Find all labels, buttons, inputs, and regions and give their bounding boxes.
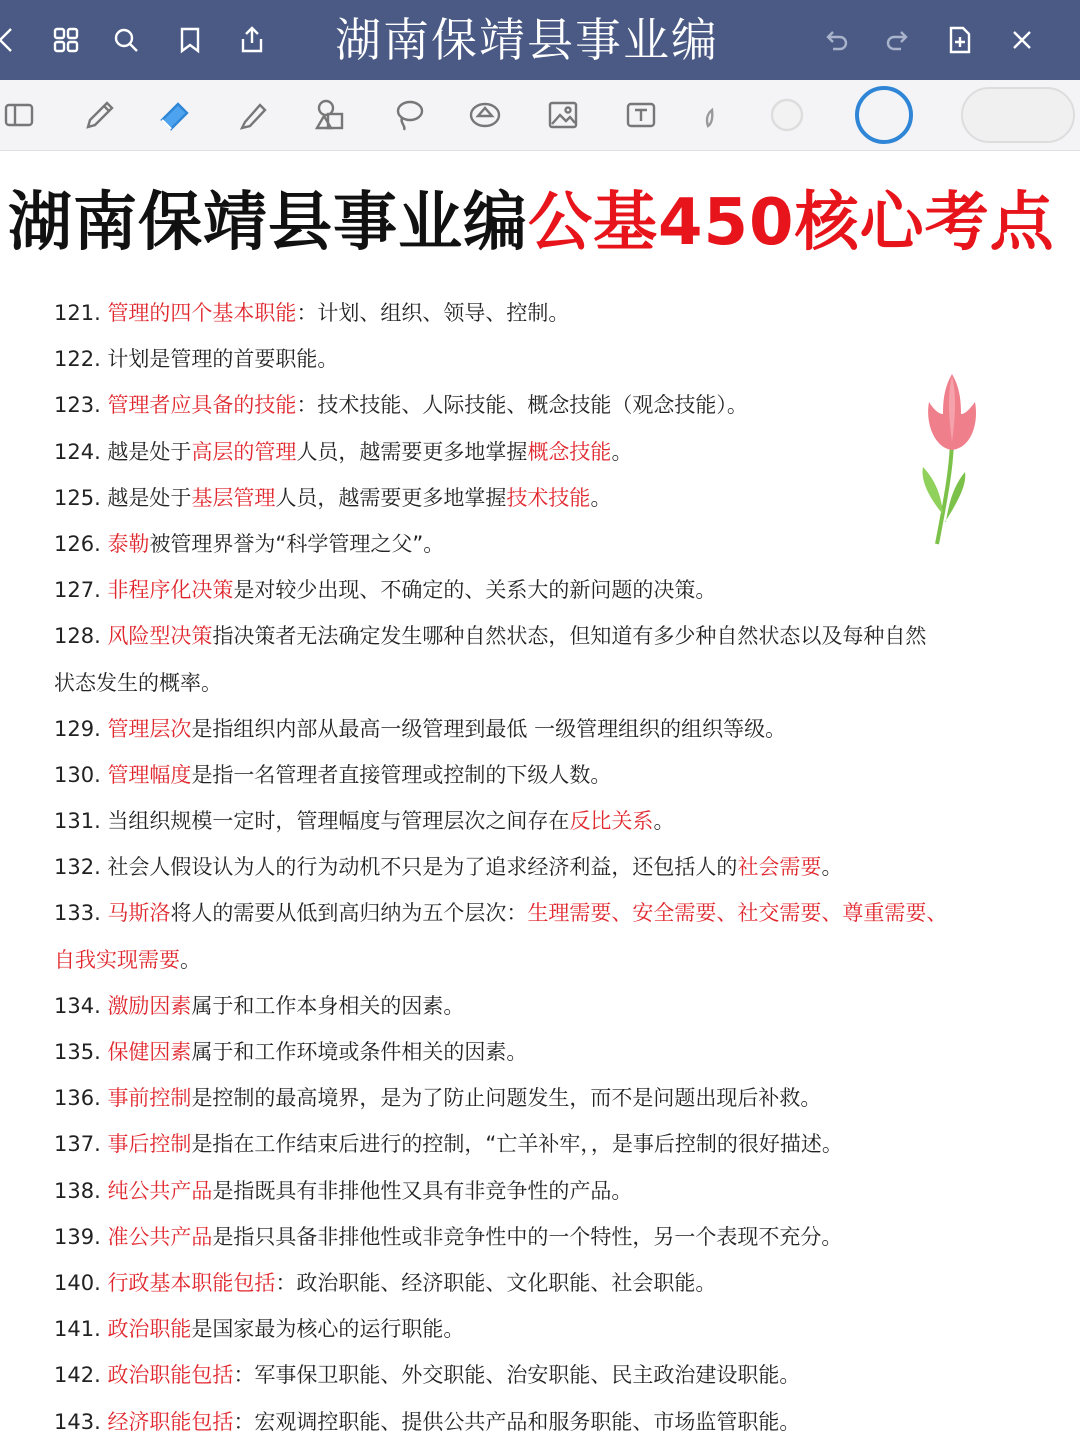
line-text: 被管理界誉为“科学管理之父”。: [149, 531, 445, 556]
line-text: 。: [821, 855, 843, 880]
undo-icon[interactable]: [816, 20, 856, 60]
highlighted-text: 自我实现需要: [54, 947, 180, 972]
list-item: [54, 1260, 1034, 1306]
line-text: 133.: [54, 901, 108, 926]
search-icon[interactable]: [106, 20, 146, 60]
line-text: 134.: [54, 993, 108, 1018]
line-text: 130.: [54, 762, 108, 787]
highlighted-text: 生理需要、安全需要、社交需要、尊重需要、: [527, 901, 948, 926]
list-item: [54, 844, 1034, 890]
line-text: 将人的需要从低到高归纳为五个层次：: [170, 901, 528, 926]
line-text: 人员，越需要更多地掌握: [275, 485, 507, 510]
line-text: 141.: [54, 1317, 108, 1342]
page-heading: [8, 178, 1080, 268]
line-text: 126.: [54, 531, 108, 556]
highlighted-text: 技术技能: [506, 485, 591, 510]
line-text: 人员，越需要更多地掌握: [296, 439, 528, 464]
shapes-icon[interactable]: [308, 92, 354, 138]
list-item: [54, 1352, 1034, 1398]
list-item: [54, 1214, 1034, 1260]
close-icon[interactable]: [1002, 20, 1042, 60]
tulip-sticker-icon: [915, 372, 990, 552]
highlighted-text: 管理的四个基本职能: [107, 301, 297, 325]
line-text: 124. 越是处于: [54, 439, 192, 464]
line-text: 是指只具备非排他性或非竞争性中的一个特性，另一个表现不充分。: [212, 1224, 843, 1249]
image-icon[interactable]: [540, 92, 586, 138]
line-text: 121.: [54, 301, 108, 325]
heading-black-part: 湖南保靖县事业编: [8, 186, 528, 260]
highlighted-text: 政治职能包括: [107, 1363, 234, 1388]
line-text: 。: [611, 439, 633, 464]
list-item: [54, 983, 1034, 1029]
line-text: 123.: [54, 393, 108, 418]
list-item: [54, 290, 1034, 336]
line-text: 是指一名管理者直接管理或控制的下级人数。: [191, 762, 612, 787]
line-text: 。: [180, 947, 201, 972]
list-item: [54, 798, 1034, 844]
highlighted-text: 高层的管理: [191, 439, 297, 464]
list-item: [54, 1399, 1034, 1445]
line-text: 127.: [54, 578, 108, 603]
list-item: [54, 1306, 1034, 1352]
line-text: 132. 社会人假设认为人的行为动机不只是为了追求经济利益，还包括人的: [54, 855, 738, 880]
highlighted-text: 经济职能包括: [107, 1409, 234, 1434]
list-item: [54, 613, 1034, 659]
highlighted-text: 保健因素: [107, 1040, 192, 1064]
app-title: 湖南保靖县事业编: [335, 13, 719, 67]
line-text: 。: [590, 485, 612, 510]
line-text: ：军事保卫职能、外交职能、治安职能、民主政治建设职能。: [233, 1363, 801, 1388]
bookmark-icon[interactable]: [170, 20, 210, 60]
list-item: [54, 937, 1034, 983]
selected-ring-color[interactable]: [852, 83, 916, 147]
line-text: 140.: [54, 1270, 108, 1295]
list-item: [54, 1168, 1034, 1214]
line-text: ：宏观调控职能、提供公共产品和服务职能、市场监管职能。: [233, 1409, 801, 1434]
line-text: 。: [653, 809, 675, 834]
app-titlebar: [0, 0, 1080, 80]
line-text: 135.: [54, 1040, 108, 1064]
line-text: 128.: [54, 624, 108, 649]
highlighted-text: 管理幅度: [107, 762, 192, 787]
highlighted-text: 概念技能: [527, 439, 612, 464]
list-item: [54, 1121, 1034, 1167]
list-item: [54, 429, 1034, 475]
line-text: 是国家最为核心的运行职能。: [191, 1317, 465, 1342]
line-text: 122. 计划是管理的首要职能。: [54, 347, 339, 372]
line-text: 142.: [54, 1363, 108, 1388]
list-item: [54, 752, 1034, 798]
share-icon[interactable]: [232, 20, 272, 60]
list-item: [54, 567, 1034, 613]
line-text: ：技术技能、人际技能、概念技能（观念技能）。: [296, 393, 748, 418]
highlighted-text: 风险型决策: [107, 624, 213, 649]
line-text: 139.: [54, 1224, 108, 1249]
highlighted-text: 激励因素: [107, 993, 192, 1018]
list-item: [54, 1029, 1034, 1075]
line-text: 是控制的最高境界，是为了防止问题发生，而不是问题出现后补救。: [191, 1086, 822, 1111]
list-item: [54, 475, 1034, 521]
text-box-icon[interactable]: [618, 92, 664, 138]
highlighted-text: 管理层次: [107, 716, 192, 741]
line-text: 是指在工作结束后进行的控制，“亡羊补牢，，是事后控制的很好描述。: [191, 1132, 843, 1157]
line-text: 是指既具有非排他性又具有非竞争性的产品。: [212, 1178, 633, 1203]
list-item: [54, 706, 1034, 752]
key-points-list: [54, 290, 1034, 1445]
drawing-toolbar: [0, 80, 1080, 151]
sidebar-icon[interactable]: [0, 92, 42, 138]
sticker-icon[interactable]: [462, 92, 508, 138]
highlighted-text: 马斯洛: [107, 901, 171, 926]
line-text: 属于和工作本身相关的因素。: [191, 993, 465, 1018]
heading-red-part: 公基450核心考点: [528, 186, 1055, 260]
list-item: [54, 1075, 1034, 1121]
highlighted-text: 事前控制: [107, 1086, 192, 1111]
back-chevron-icon[interactable]: [0, 20, 26, 60]
line-text: 138.: [54, 1178, 108, 1203]
list-item: [54, 521, 1034, 567]
highlighted-text: 基层管理: [191, 485, 276, 510]
line-text: 136.: [54, 1086, 108, 1111]
line-text: 129.: [54, 716, 108, 741]
lasso-icon[interactable]: [386, 92, 432, 138]
line-text: 是对较少出现、不确定的、关系大的新问题的决策。: [233, 578, 717, 603]
width-swatch[interactable]: [958, 86, 1078, 144]
line-text: 125. 越是处于: [54, 485, 192, 510]
list-item: [54, 336, 1034, 382]
line-text: 137.: [54, 1132, 108, 1157]
highlighter-icon[interactable]: [230, 92, 276, 138]
line-text: 属于和工作环境或条件相关的因素。: [191, 1040, 528, 1064]
list-item: [54, 660, 1034, 706]
highlighted-text: 反比关系: [569, 809, 654, 834]
line-text: ：计划、组织、领导、控制。: [296, 301, 570, 325]
line-text: 143.: [54, 1409, 108, 1434]
pen-thin-icon[interactable]: [688, 92, 734, 138]
list-item: [54, 890, 1034, 936]
highlighted-text: 行政基本职能包括: [107, 1270, 276, 1295]
highlighted-text: 非程序化决策: [107, 578, 234, 603]
highlighted-text: 政治职能: [107, 1317, 192, 1342]
grid-icon[interactable]: [46, 20, 86, 60]
line-text: ：政治职能、经济职能、文化职能、社会职能。: [275, 1270, 717, 1295]
highlighted-text: 管理者应具备的技能: [107, 393, 297, 418]
highlighted-text: 准公共产品: [107, 1224, 213, 1249]
highlighted-text: 社会需要: [737, 855, 822, 880]
list-item: [54, 382, 1034, 428]
pen-icon[interactable]: [76, 92, 122, 138]
highlighted-text: 事后控制: [107, 1132, 192, 1157]
line-text: 131. 当组织规模一定时，管理幅度与管理层次之间存在: [54, 809, 570, 834]
redo-icon[interactable]: [878, 20, 918, 60]
add-page-icon[interactable]: [940, 20, 980, 60]
highlighted-text: 纯公共产品: [107, 1178, 213, 1203]
line-text: 指决策者无法确定发生哪种自然状态，但知道有多少种自然状态以及每种自然: [212, 624, 927, 649]
line-text: 是指组织内部从最高一级管理到最低 一级管理组织的组织等级。: [191, 716, 787, 741]
color-swatch[interactable]: [764, 92, 810, 138]
highlighted-text: 泰勒: [107, 531, 150, 556]
eraser-icon[interactable]: [152, 92, 198, 138]
line-text: 状态发生的概率。: [54, 670, 222, 695]
